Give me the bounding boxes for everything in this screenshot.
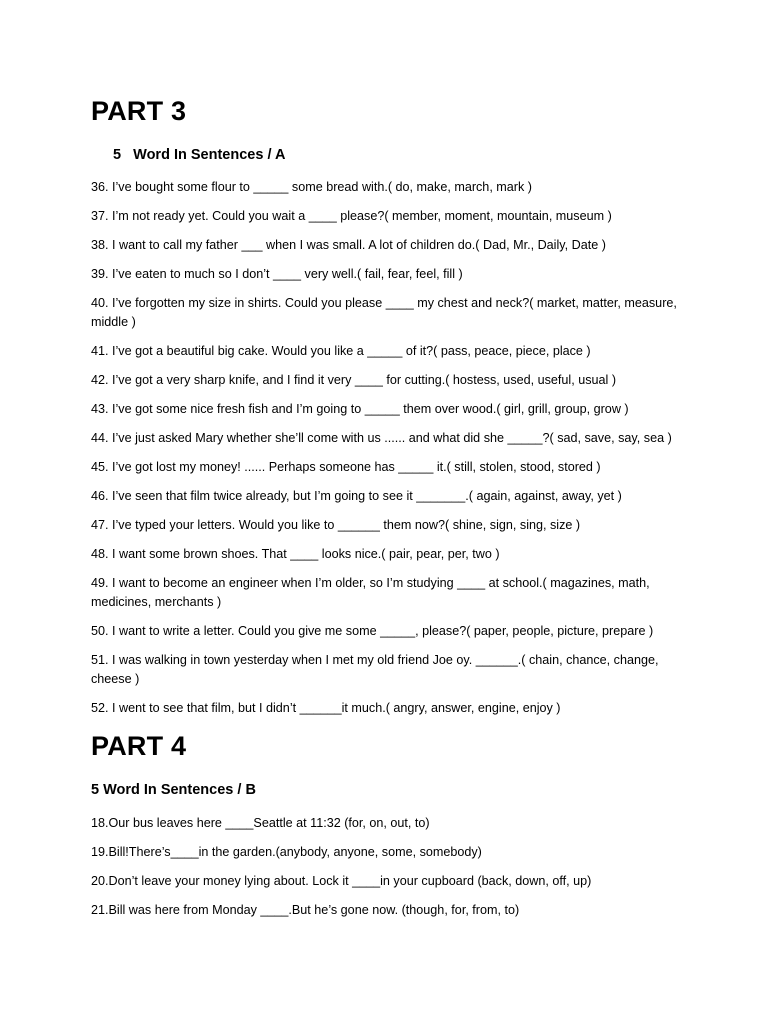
question-45: 45. I’ve got lost my money! ...... Perhaps someone has _____ it.( still, stolen, stood, stored ) (91, 460, 601, 474)
question-51: 51. I was walking in town yesterday when I met my old friend Joe oy. ______.( chain, chance, change, cheese ) (91, 653, 659, 686)
question-49: 49. I want to become an engineer when I’m older, so I’m studying ____ at school.( magazines, math, medicines, merchants ) (91, 576, 650, 609)
question-47: 47. I’ve typed your letters. Would you like to ______ them now?( shine, sign, sing, size ) (91, 518, 581, 532)
question-44: 44. I’ve just asked Mary whether she’ll come with us ...... and what did she _____?( sad, save, say, sea ) (91, 431, 672, 445)
question-39: 39. I’ve eaten to much so I don’t ____ very well.( fail, fear, feel, fill ) (91, 267, 463, 281)
question-37: 37. I’m not ready yet. Could you wait a ____ please?( member, moment, mountain, museum ) (91, 209, 612, 223)
question-40: 40. I’ve forgotten my size in shirts. Could you please ____ my chest and neck?( market, matter, measure, middle ) (91, 296, 677, 329)
question-43: 43. I’ve got some nice fresh fish and I’m going to _____ them over wood.( girl, grill, group, grow ) (91, 402, 629, 416)
question-38: 38. I want to call my father ___ when I was small. A lot of children do.( Dad, Mr., Daily, Date ) (91, 238, 606, 252)
part-4-heading: PART 4 (91, 731, 187, 761)
question-41: 41. I’ve got a beautiful big cake. Would you like a _____ of it?( pass, peace, piece, place ) (91, 344, 591, 358)
question-50: 50. I want to write a letter. Could you give me some _____, please?( paper, people, picture, prepare ) (91, 624, 654, 638)
part-4-subheading: 5 Word In Sentences / B (91, 782, 256, 798)
question-19: 19.Bill!There’s____in the garden.(anybody, anyone, some, somebody) (91, 845, 482, 859)
question-20: 20.Don’t leave your money lying about. Lock it ____in your cupboard (back, down, off, up) (91, 874, 592, 888)
question-48: 48. I want some brown shoes. That ____ looks nice.( pair, pear, per, two ) (91, 547, 500, 561)
question-46: 46. I’ve seen that film twice already, but I’m going to see it _______.( again, against, away, yet ) (91, 489, 622, 503)
part-3-subheading: 5 Word In Sentences / A (113, 147, 286, 163)
part-3-heading: PART 3 (91, 96, 187, 126)
question-36: 36. I’ve bought some flour to _____ some bread with.( do, make, march, mark ) (91, 180, 532, 194)
question-52: 52. I went to see that film, but I didn’t ______it much.( angry, answer, engine, enjoy ) (91, 701, 561, 715)
question-18: 18.Our bus leaves here ____Seattle at 11:32 (for, on, out, to) (91, 816, 430, 830)
question-21: 21.Bill was here from Monday ____.But he’s gone now. (though, for, from, to) (91, 903, 520, 917)
question-42: 42. I’ve got a very sharp knife, and I find it very ____ for cutting.( hostess, used, useful, usual ) (91, 373, 617, 387)
